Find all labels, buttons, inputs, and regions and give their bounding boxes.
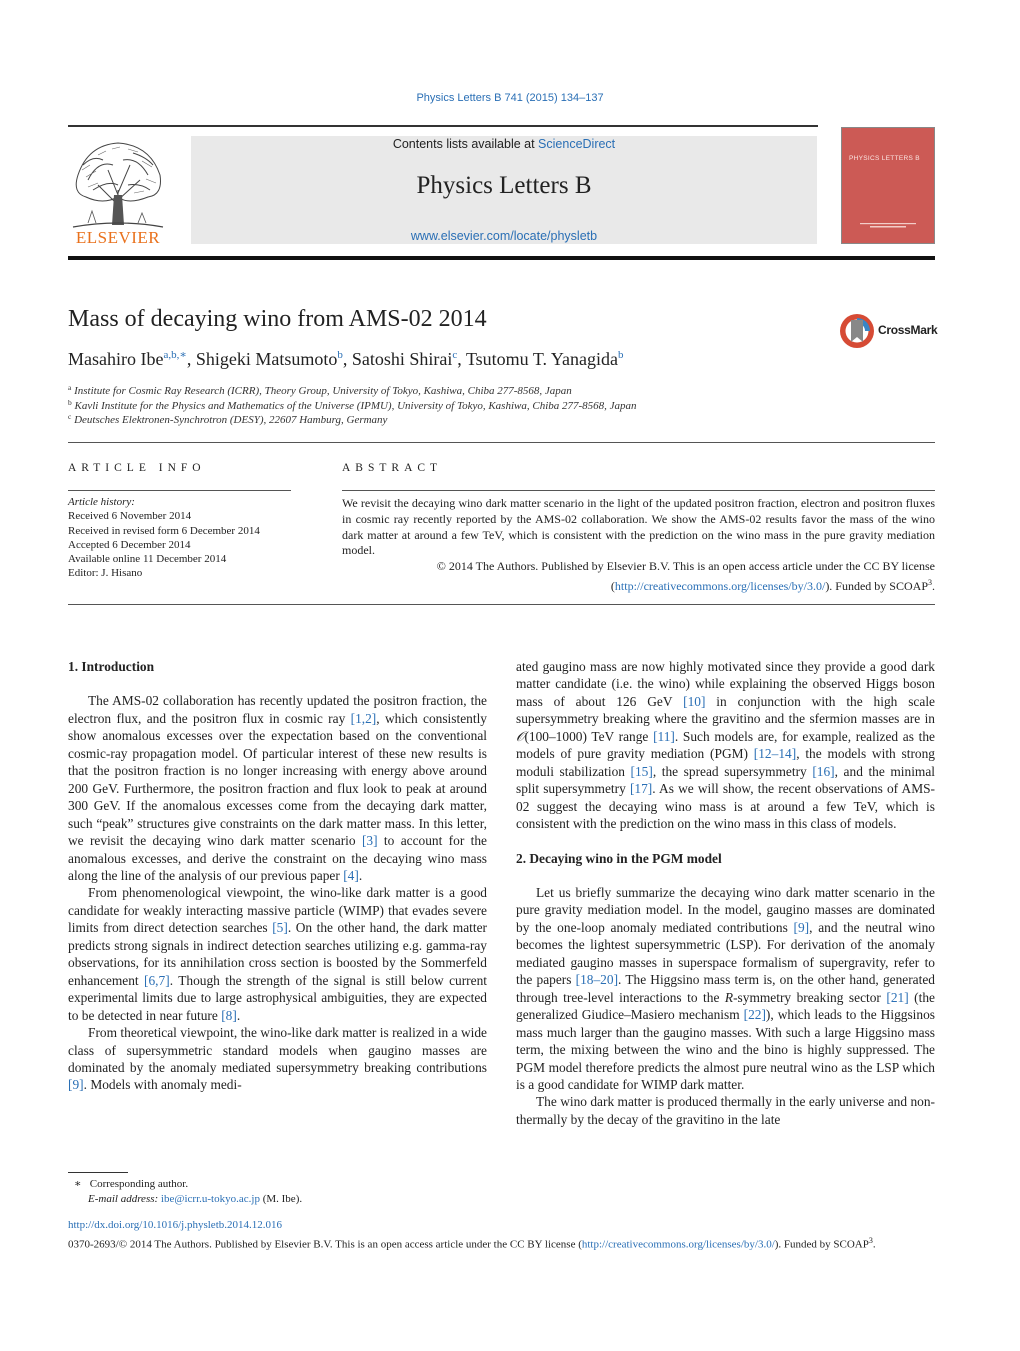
copyright-notice: [68, 1233, 935, 1253]
cover-title: PHYSICS LETTERS B: [849, 155, 920, 162]
citation-link[interactable]: [3]: [361, 833, 378, 849]
crossmark-label[interactable]: CrossMark: [878, 323, 938, 337]
cover-publisher-mark-icon: [860, 222, 916, 230]
author-separator: ,: [342, 349, 352, 369]
divider: [68, 442, 935, 443]
email-label: E-mail address:: [88, 1193, 159, 1205]
affiliation-text: Deutsches Elektronen-Synchrotron (DESY), 22607 Hamburg, Germany: [74, 414, 388, 426]
author-list: [68, 348, 624, 370]
text: From theoretical viewpoint, the wino-like dark matter is realized in a wide class of supersymmetric standard models when gaugino masses are dominated by the anomaly mediated supersymmetry breaking contributions: [68, 1025, 487, 1075]
corresponding-author: Corresponding author.: [89, 1178, 189, 1190]
citation-link[interactable]: [15]: [630, 763, 653, 779]
publisher-wordmark: ELSEVIER: [75, 228, 161, 247]
author-affiliation-mark[interactable]: b: [618, 349, 624, 361]
sciencedirect-link[interactable]: ScienceDirect: [538, 137, 616, 151]
online-date: Available online 11 December 2014: [68, 553, 227, 566]
article-title: Mass of decaying wino from AMS-02 2014: [68, 306, 487, 332]
paragraph-continued: [516, 658, 935, 833]
author-name[interactable]: Satoshi Shirai: [351, 349, 453, 369]
author-name[interactable]: Masahiro Ibe: [68, 349, 164, 369]
affiliation-mark: a: [68, 383, 72, 392]
contents-line: [191, 137, 817, 151]
text: . Models with anomaly medi-: [83, 1077, 242, 1093]
citation-link[interactable]: [18–20]: [575, 972, 619, 988]
copyright-text: 0370-2693/© 2014 The Authors. Published by Elsevier B.V. This is an open access article under the CC BY license (: [68, 1238, 582, 1251]
abstract-text: We revisit the decaying wino dark matter scenario in the light of the updated positron fraction, electron and positron fluxes in cosmic ray recently reported by the AMS-02 collaboration. We show the AMS-02 results favor the mass of the wino dark matter at around a few TeV, which is consistent with the prediction on the wino mass in the pure gravity mediation model.: [342, 496, 935, 558]
text: (the generalized Giudice–Masiero mechanism: [516, 989, 935, 1023]
license-funded: ). Funded by SCOAP: [825, 578, 928, 593]
accepted-date: Accepted 6 December 2014: [68, 538, 191, 551]
copyright-sup: 3: [868, 1236, 873, 1245]
doi-link[interactable]: http://dx.doi.org/10.1016/j.physletb.2014.12.016: [68, 1219, 282, 1231]
footnote-rule: [68, 1172, 128, 1173]
abstract-heading: ABSTRACT: [342, 462, 443, 474]
citation-link[interactable]: [21]: [886, 989, 909, 1005]
abstract-license: [342, 559, 935, 595]
text: From phenomenological viewpoint, the wino-like dark matter is a good candidate for weakly interacting massive particle (WIMP) that evades severe limits from direct detection searches: [68, 885, 487, 936]
divider: [342, 490, 935, 491]
citation-link[interactable]: [8]: [221, 1007, 237, 1023]
email-link[interactable]: ibe@icrr.u-tokyo.ac.jp: [160, 1193, 260, 1205]
contents-prefix: Contents lists available at: [392, 137, 539, 151]
history-label: Article history:: [68, 496, 135, 508]
license-link[interactable]: http://creativecommons.org/licenses/by/3.0/: [581, 1238, 775, 1251]
citation-link[interactable]: [16]: [812, 763, 835, 779]
body-column-right: [516, 658, 935, 1128]
copyright-funded: ). Funded by SCOAP: [774, 1238, 869, 1251]
author-name[interactable]: Tsutomu T. Yanagida: [465, 349, 619, 369]
license-paren: (: [610, 578, 615, 593]
text: -symmetry breaking sector: [733, 989, 887, 1005]
text: . Such models are, for example, realized as the models of pure gravity mediation (PGM): [516, 728, 935, 762]
text: R: [724, 989, 734, 1005]
affiliation-mark: b: [68, 398, 72, 407]
license-text: © 2014 The Authors. Published by Elsevier B.V. This is an open access article under the CC BY license: [436, 559, 935, 574]
license-end: .: [932, 578, 935, 593]
footnote-star: ∗: [74, 1178, 82, 1190]
email-owner: (M. Ibe).: [259, 1193, 303, 1205]
citation-link[interactable]: [6,7]: [144, 972, 170, 988]
spacer: [516, 833, 935, 850]
divider: [68, 604, 935, 605]
received-date: Received 6 November 2014: [68, 510, 192, 523]
affiliation-text: Kavli Institute for the Physics and Mathematics of the Universe (IPMU), University of Tokyo, Kashiwa, Chiba 277-8568, Japan: [74, 400, 637, 412]
divider: [68, 490, 291, 491]
editor: Editor: J. Hisano: [68, 567, 143, 580]
copyright-end: .: [872, 1238, 876, 1251]
abstract-body: [342, 496, 935, 595]
text: , the models with strong moduli stabilization: [516, 746, 936, 779]
citation-link[interactable]: [9]: [68, 1077, 84, 1093]
author-separator: ,: [186, 349, 196, 369]
text: .: [358, 867, 363, 883]
spacer: [516, 867, 935, 884]
text: ), which leads to the Higgsinos mass much larger than the gaugino masses. With such a large Higgsino mass term, the mixing between the wino and the bino is highly suppressed. The PGM model therefore predicts the almost pure neutral wino as the LSP which is a good candidate for WIMP dark matter.: [516, 1007, 935, 1092]
text: . The Higgsino mass term is, on the other hand, generated through tree-level interactions to the: [516, 972, 935, 1005]
citation-link[interactable]: [17]: [629, 781, 653, 797]
section-heading: 1. Introduction: [68, 659, 155, 674]
text: The AMS-02 collaboration has recently updated the positron fraction, the electron flux, and the positron flux in cosmic ray: [68, 693, 487, 726]
citation-link[interactable]: [22]: [743, 1007, 766, 1023]
journal-name: Physics Letters B: [416, 172, 592, 199]
paragraph: [68, 692, 487, 884]
text: , the spread supersymmetry: [652, 763, 813, 779]
paragraph: [68, 1024, 487, 1094]
text: . On the other hand, the dark matter predicts strong signals in indirect detection searches utilizing e.g. gamma-ray observations, for its annihilation cross section is boosted by the Sommerfeld enhancement: [68, 920, 487, 988]
citation-link[interactable]: [9]: [793, 919, 810, 935]
body-column-left: [68, 658, 487, 1094]
text: . As we will show, the recent observations of AMS-02 suggest the decaying wino mass is at around a few TeV, which is consistent with the prediction on the wino mass in this class of models.: [516, 781, 936, 832]
paragraph: [68, 884, 487, 1024]
text: , which consistently show anomalous excesses over the expectation based on the conventional cosmic-ray propagation model. Of particular interest of these new results is that the positron fraction is no longer increasing with energy above around 200 GeV. Furthermore, the positron fraction and flux look to peak at around 300 GeV. If the anomalous excesses come from the decaying dark matter, such “peak” structures give constraints on the dark matter mass. In this letter, we revisit the decaying wino dark matter scenario: [68, 710, 487, 849]
footnote: [68, 1177, 488, 1207]
author-affiliation-mark[interactable]: c: [452, 349, 458, 361]
affiliation-c: [68, 412, 387, 426]
affiliation-text: Institute for Cosmic Ray Research (ICRR), Theory Group, University of Tokyo, Kashiwa, Chiba 277-8568, Japan: [74, 385, 572, 397]
text: , and the neutral wino becomes the lightest supersymmetric (LSP). For derivation of the anomaly mediated gaugino masses in superspace formalism of supergravity, refer to the papers: [516, 919, 936, 988]
citation-link[interactable]: [4]: [343, 867, 359, 883]
affiliation-a: [68, 383, 572, 397]
author-separator: ,: [457, 349, 466, 369]
author-affiliation-mark[interactable]: b: [337, 349, 343, 361]
text: . Though the strength of the signal is still below current experimental limits due to large astrophysical ambiguities, they are expected to be detected in near future: [68, 972, 488, 1023]
text: , and the minimal split supersymmetry: [516, 763, 936, 797]
text: (100–1000) TeV range: [524, 728, 654, 744]
text: .: [236, 1007, 241, 1023]
article-history: [68, 495, 298, 581]
article-info-heading: ARTICLE INFO: [68, 462, 206, 474]
affiliation-b: [68, 398, 637, 412]
journal-reference[interactable]: Physics Letters B 741 (2015) 134–137: [416, 92, 604, 104]
header-rule-top: [68, 125, 818, 127]
header-rule-bottom: [68, 256, 935, 260]
paragraph: The wino dark matter is produced thermally in the early universe and non-thermally by the decay of the gravitino in the late: [516, 1094, 935, 1127]
text: Let us briefly summarize the decaying wino dark matter scenario in the pure gravity mediation model. In the model, gaugino masses are dominated by the one-loop anomaly mediated contributions: [516, 884, 935, 935]
citation-link[interactable]: [1,2]: [350, 710, 377, 726]
section-heading: 2. Decaying wino in the PGM model: [516, 850, 722, 866]
revised-date: Received in revised form 6 December 2014: [68, 524, 260, 537]
text: 𝒪: [516, 728, 525, 744]
paragraph: [516, 884, 935, 1093]
license-link[interactable]: http://creativecommons.org/licenses/by/3.0/: [614, 578, 826, 593]
author-affiliation-mark[interactable]: a,b,∗: [163, 349, 187, 361]
text: in conjunction with the high scale supersymmetry breaking where the gravitino and the sfermion masses are in: [516, 693, 935, 727]
citation-link[interactable]: [12–14]: [753, 746, 797, 762]
text: ated gaugino mass are now highly motivated since they provide a good dark matter candidate (i.e. the wino) while explaining the observed Higgs boson mass of about 126 GeV: [516, 659, 935, 709]
affiliation-mark: c: [68, 412, 72, 421]
citation-link[interactable]: [5]: [272, 920, 288, 936]
citation-link[interactable]: [10]: [683, 693, 706, 709]
journal-url-link[interactable]: www.elsevier.com/locate/physletb: [410, 229, 598, 243]
text: to account for the anomalous excesses, and derive the constraint on the decaying wino mass along the line of the analysis of our previous paper: [68, 833, 487, 883]
license-sup: 3: [928, 577, 932, 587]
author-name[interactable]: Shigeki Matsumoto: [195, 349, 338, 369]
citation-link[interactable]: [11]: [653, 728, 675, 744]
